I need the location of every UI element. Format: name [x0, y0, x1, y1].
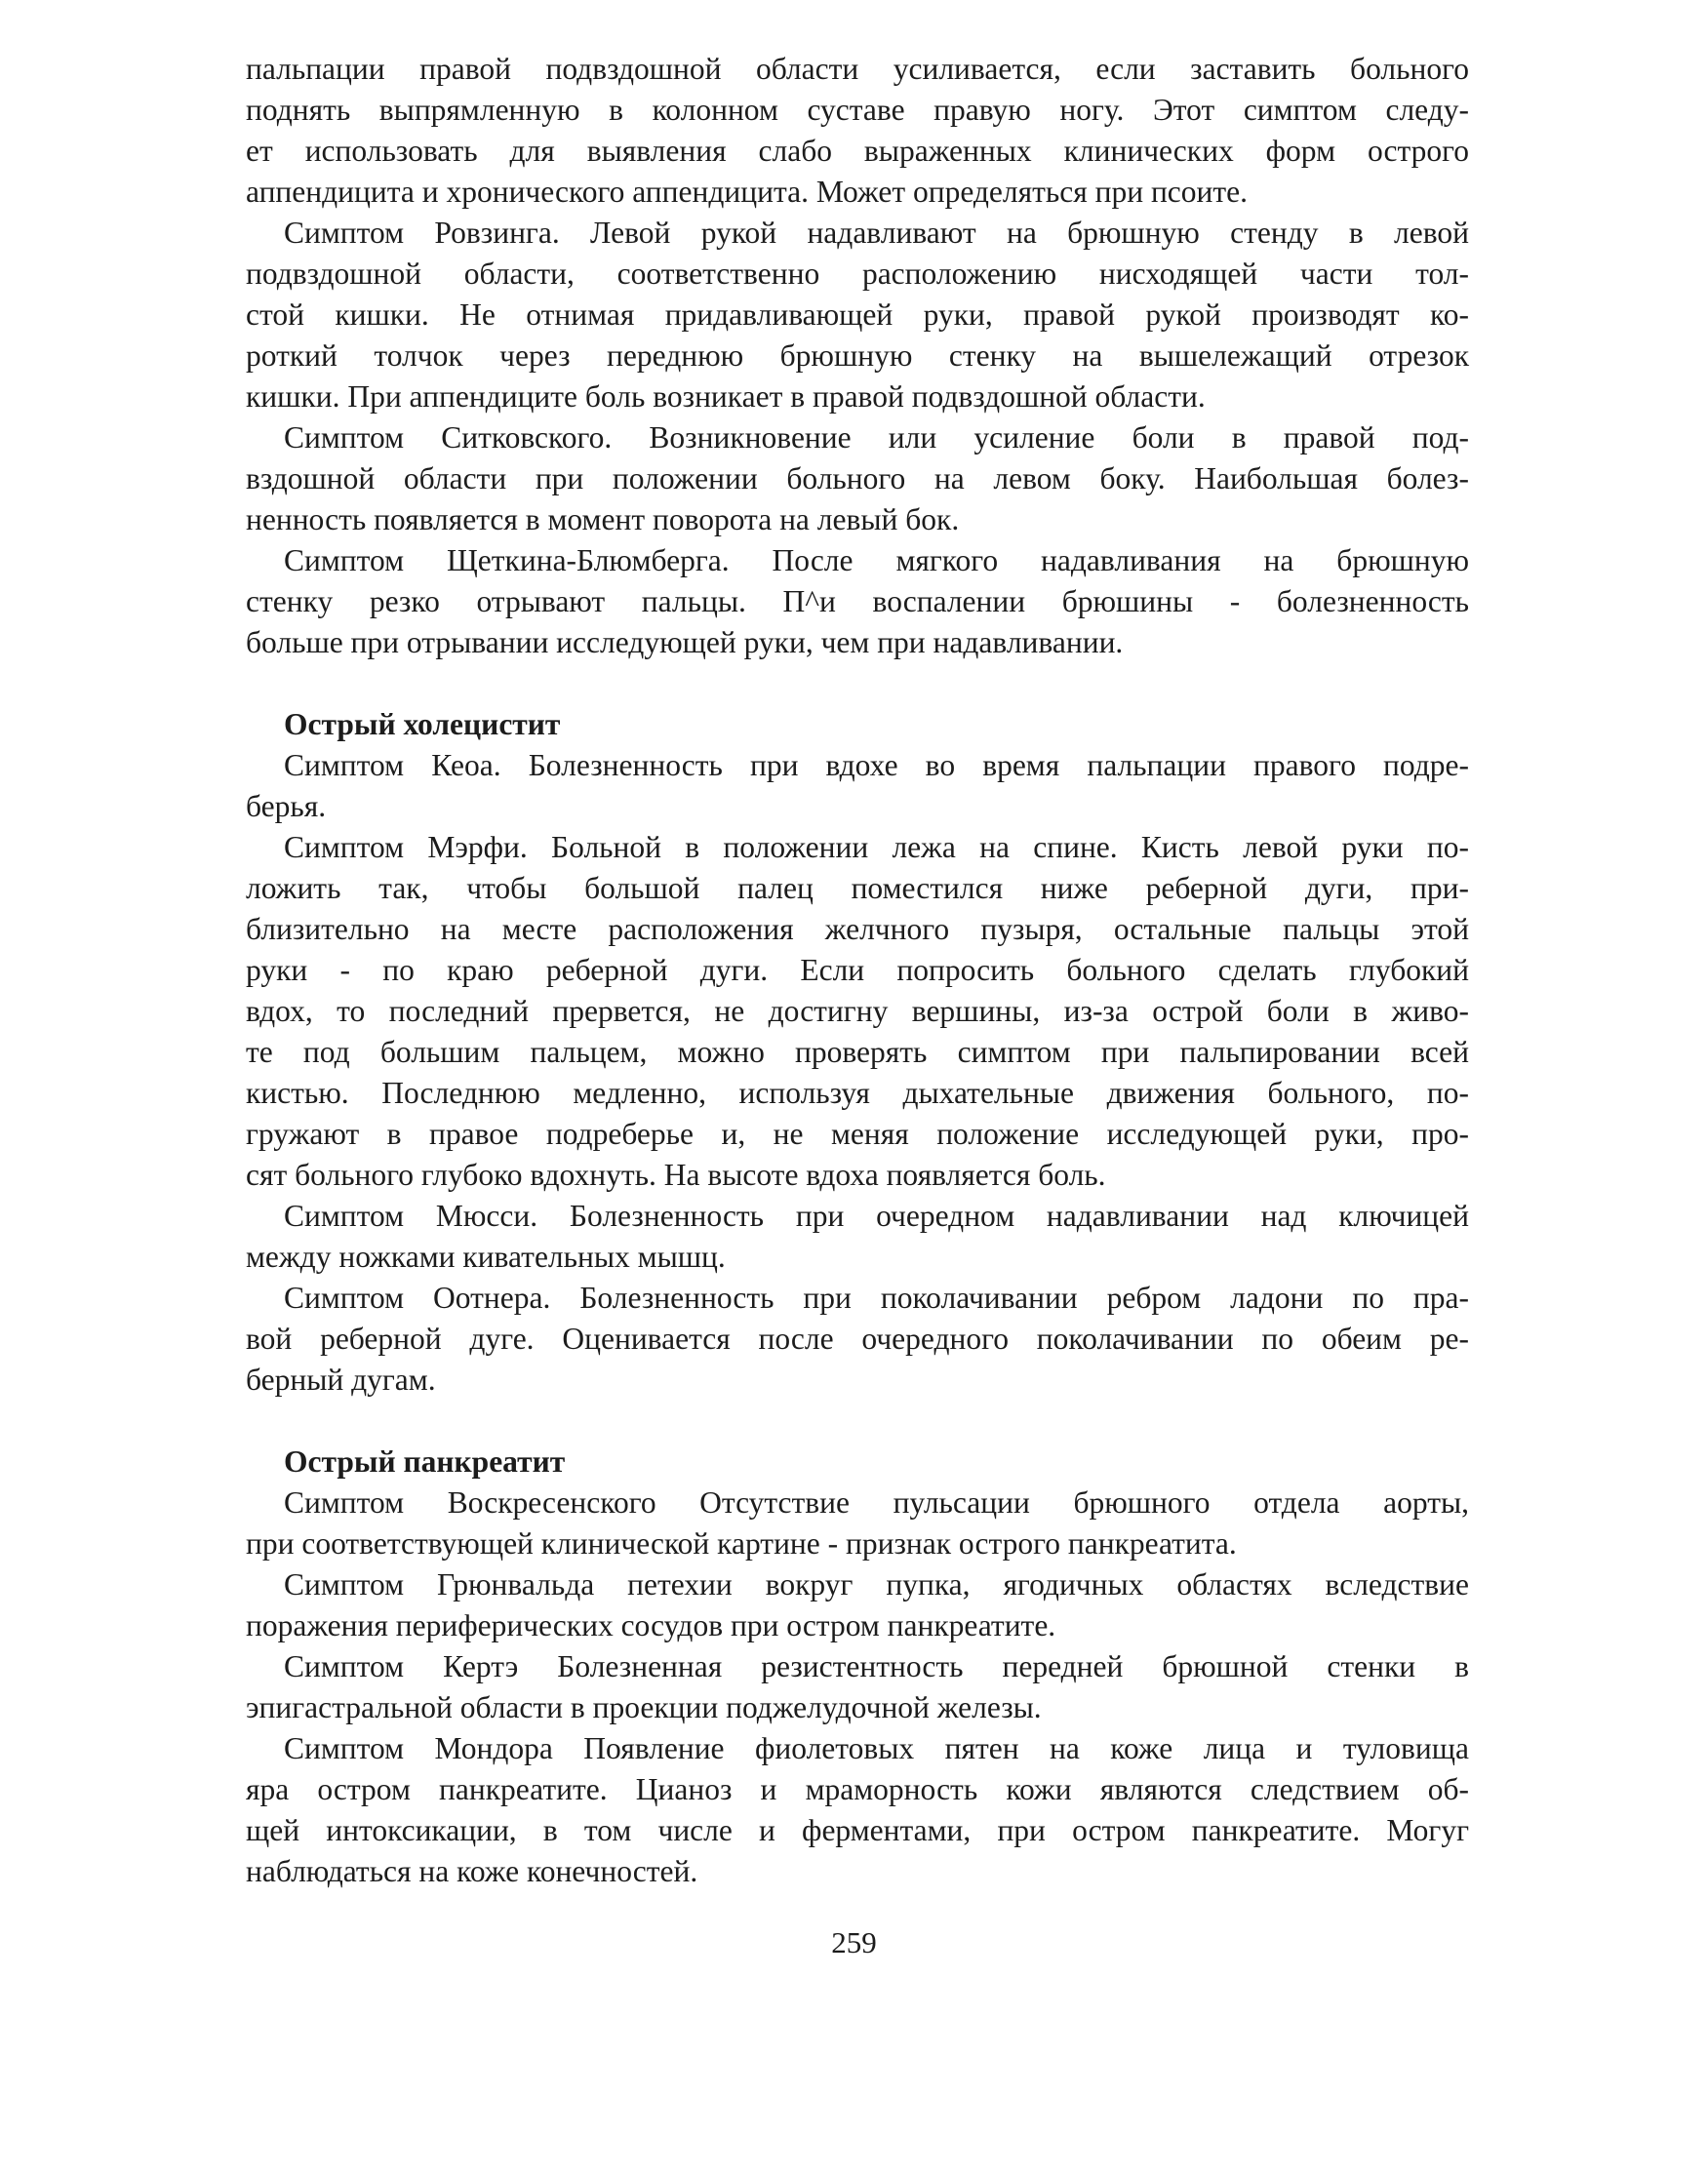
page-number: 259 — [831, 1925, 877, 1959]
paragraph — [246, 1646, 1469, 1728]
text-line: Симптом Оотнера. Болезненность при поколачивании ребром ладони по пра- — [284, 1281, 1469, 1315]
paragraph — [246, 1483, 1469, 1564]
text-line: больше при отрывании исследующей руки, чем при надавливании. — [246, 625, 1124, 659]
text-line: при соответствующей клинической картине - признак острого панкреатита. — [246, 1526, 1237, 1561]
text-line: сят больного глубоко вдохнуть. На высоте вдоха появляется боль. — [246, 1158, 1106, 1192]
page-text — [246, 49, 1469, 1892]
text-line: стой кишки. Не отнимая придавливающей руки, правой рукой производят ко- — [246, 297, 1469, 332]
paragraph — [246, 49, 1469, 213]
text-line: Симптом Ситковского. Возникновение или усиление боли в правой под- — [284, 420, 1469, 455]
heading-pancreatitis: Острый панкреатит — [284, 1444, 566, 1479]
text-line: те под большим пальцем, можно проверять симптом при пальпировании всей — [246, 1035, 1469, 1069]
text-line: берья. — [246, 789, 327, 823]
text-line: кистью. Последнюю медленно, используя дыхательные движения больного, по- — [246, 1076, 1469, 1110]
text-line: ет использовать для выявления слабо выраженных клинических форм острого — [246, 134, 1469, 168]
paragraph — [246, 745, 1469, 827]
paragraph — [246, 540, 1469, 663]
text-line: Симптом Воскресенского Отсутствие пульсации брюшного отдела аорты, — [284, 1485, 1469, 1520]
text-line: подвздошной области, соответственно расположению нисходящей части тол- — [246, 257, 1469, 291]
text-line: яра остром панкреатите. Цианоз и мраморность кожи являются следствием об- — [246, 1772, 1469, 1806]
text-line: Симптом Мондора Появление фиолетовых пятен на коже лица и туловища — [284, 1731, 1469, 1765]
text-line: берный дугам. — [246, 1363, 436, 1397]
text-line: вдох, то последний прервется, не достигну вершины, из-за острой боли в живо- — [246, 994, 1469, 1028]
text-line: близительно на месте расположения желчного пузыря, остальные пальцы этой — [246, 912, 1469, 946]
paragraph — [246, 1196, 1469, 1278]
paragraph — [246, 1278, 1469, 1401]
cholecystitis-paragraphs — [246, 745, 1469, 1401]
text-line: эпигастральной области в проекции поджелудочной железы. — [246, 1690, 1042, 1724]
text-line: кишки. При аппендиците боль возникает в правой подвздошной области. — [246, 379, 1206, 414]
text-line: между ножками кивательных мышц. — [246, 1240, 726, 1274]
text-line: Симптом Щеткина-Блюмберга. После мягкого надавливания на брюшную — [284, 543, 1469, 577]
paragraph — [246, 1564, 1469, 1646]
text-line: руки - по краю реберной дуги. Если попросить больного сделать глубокий — [246, 953, 1469, 987]
text-line: роткий толчок через переднюю брюшную стенку на вышележащий отрезок — [246, 338, 1469, 373]
paragraph — [246, 213, 1469, 417]
top-paragraphs — [246, 49, 1469, 663]
text-line: поднять выпрямленную в колонном суставе правую ногу. Этот симптом следу- — [246, 93, 1469, 127]
paragraph — [246, 1728, 1469, 1892]
text-line: аппендицита и хронического аппендицита. Может определяться при псоите. — [246, 175, 1249, 209]
text-line: вой реберной дуге. Оценивается после очередного поколачивании по обеим ре- — [246, 1322, 1469, 1356]
pancreatitis-paragraphs — [246, 1483, 1469, 1892]
text-line: поражения периферических сосудов при остром панкреатите. — [246, 1608, 1056, 1642]
text-line: Симптом Мюсси. Болезненность при очередном надавливании над ключицей — [284, 1199, 1469, 1233]
paragraph — [246, 827, 1469, 1196]
text-line: Симптом Мэрфи. Больной в положении лежа на спине. Кисть левой руки по- — [284, 830, 1469, 864]
paragraph — [246, 417, 1469, 540]
text-line: наблюдаться на коже конечностей. — [246, 1854, 698, 1888]
text-line: пальпации правой подвздошной области усиливается, если заставить больного — [246, 52, 1469, 86]
text-line: Симптом Грюнвальда петехии вокруг пупка, ягодичных областях вследствие — [284, 1567, 1469, 1602]
text-line: ненность появляется в момент поворота на левый бок. — [246, 502, 960, 536]
text-line: Симптом Кеоа. Болезненность при вдохе во время пальпации правого подре- — [284, 748, 1469, 782]
text-line: Симптом Ровзинга. Левой рукой надавливают на брюшную стенду в левой — [284, 216, 1469, 250]
heading-cholecystitis: Острый холецистит — [284, 707, 561, 741]
text-line: гружают в правое подреберье и, не меняя положение исследующей руки, про- — [246, 1117, 1469, 1151]
text-line: ложить так, чтобы большой палец поместился ниже реберной дуги, при- — [246, 871, 1469, 905]
text-line: стенку резко отрывают пальцы. П^и воспалении брюшины - болезненность — [246, 584, 1469, 618]
text-line: щей интоксикации, в том числе и ферментами, при остром панкреатите. Могуг — [246, 1813, 1469, 1847]
text-line: Симптом Кертэ Болезненная резистентность передней брюшной стенки в — [284, 1649, 1469, 1683]
text-line: вздошной области при положении больного на левом боку. Наибольшая болез- — [246, 461, 1469, 495]
